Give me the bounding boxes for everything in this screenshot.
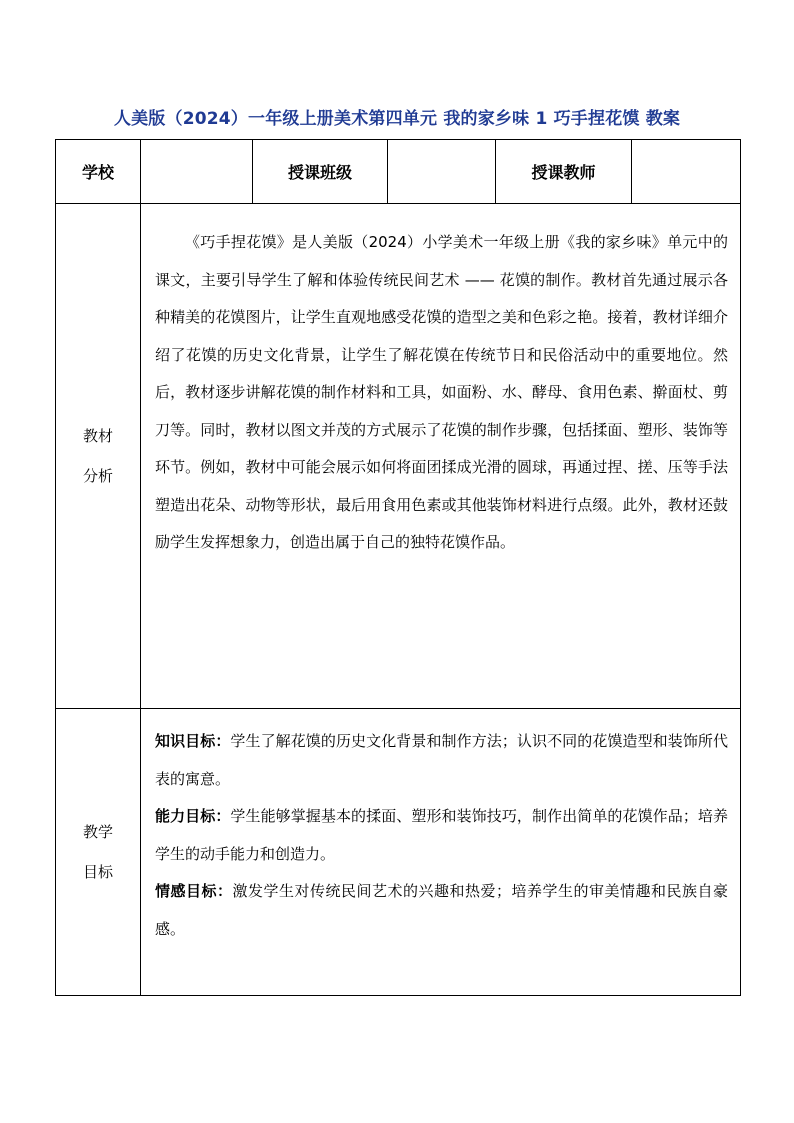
analysis-row bbox=[56, 204, 741, 709]
emotion-goal-heading: 情感目标： bbox=[155, 882, 233, 900]
goals-row bbox=[56, 709, 741, 996]
emotion-goal-text: 激发学生对传统民间艺术的兴趣和热爱；培养学生的审美情趣和民族自豪感。 bbox=[155, 882, 728, 938]
goals-label-line1: 教学 bbox=[82, 823, 113, 841]
header-row bbox=[56, 140, 741, 204]
school-value-cell bbox=[141, 140, 253, 204]
school-label: 学校 bbox=[56, 140, 141, 204]
analysis-label-line1: 教材 bbox=[82, 427, 113, 445]
goals-label bbox=[56, 709, 141, 996]
analysis-content bbox=[141, 204, 741, 709]
emotion-goal bbox=[155, 873, 728, 948]
ability-goal-heading: 能力目标： bbox=[155, 807, 231, 825]
knowledge-goal-text: 学生了解花馍的历史文化背景和制作方法；认识不同的花馍造型和装饰所代表的寓意。 bbox=[155, 732, 728, 788]
lesson-plan-table bbox=[55, 139, 741, 996]
teacher-value-cell bbox=[632, 140, 741, 204]
analysis-text: 《巧手捏花馍》是人美版（2024）小学美术一年级上册《我的家乡味》单元中的课文，主要引导学生了解和体验传统民间艺术 —— 花馍的制作。教材首先通过展示各种精美的花馍图片，让学生直观地感受花馍的造型之美和色彩之艳。接着，教材详细介绍了花馍的历史文化背景，让学生了解花馍在传统节日和民俗活动中的重要地位。然后，教材逐步讲解花馍的制作材料和工具，如面粉、水、酵母、食用色素、擀面杖、剪刀等。同时，教材以图文并茂的方式展示了花馍的制作步骤，包括揉面、塑形、装饰等环节。例如，教材中可能会展示如何将面团揉成光滑的圆球，再通过捏、搓、压等手法塑造出花朵、动物等形状，最后用食用色素或其他装饰材料进行点缀。此外，教材还鼓励学生发挥想象力，创造出属于自己的独特花馍作品。 bbox=[155, 233, 728, 551]
ability-goal-text: 学生能够掌握基本的揉面、塑形和装饰技巧，制作出简单的花馍作品；培养学生的动手能力和创造力。 bbox=[155, 807, 728, 863]
knowledge-goal bbox=[155, 723, 728, 798]
teacher-label: 授课教师 bbox=[496, 140, 632, 204]
goals-content bbox=[141, 709, 741, 996]
knowledge-goal-heading: 知识目标： bbox=[155, 732, 231, 750]
ability-goal bbox=[155, 798, 728, 873]
analysis-label-line2: 分析 bbox=[82, 467, 113, 485]
class-label: 授课班级 bbox=[253, 140, 388, 204]
document-title: 人美版（2024）一年级上册美术第四单元 我的家乡味 1 巧手捏花馍 教案 bbox=[113, 109, 681, 129]
analysis-label bbox=[56, 204, 141, 709]
goals-label-line2: 目标 bbox=[82, 863, 113, 881]
class-value-cell bbox=[388, 140, 496, 204]
